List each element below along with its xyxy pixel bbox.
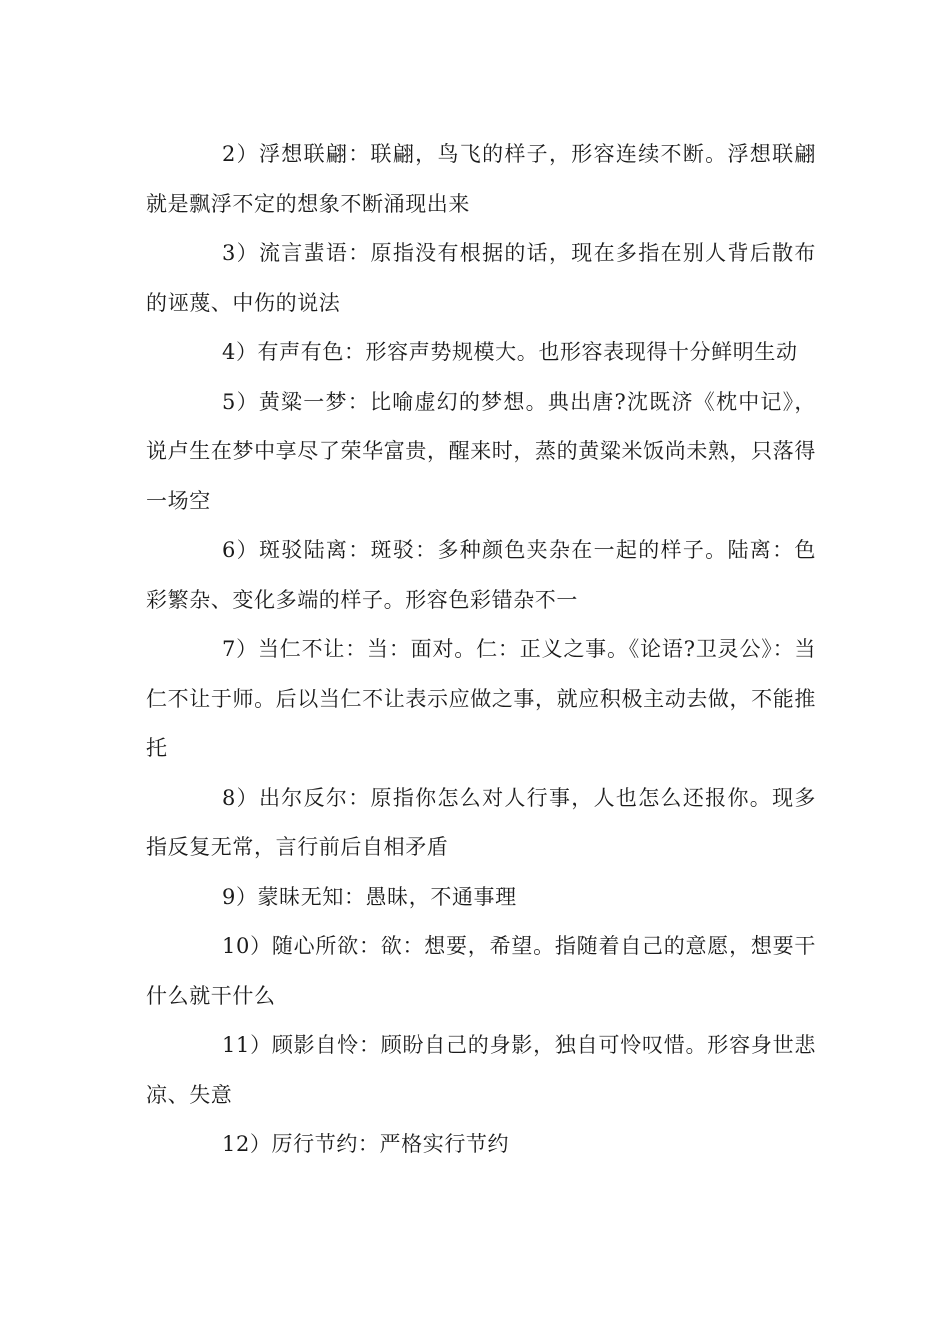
idiom-list xyxy=(146,130,816,1170)
idiom-entry-5: 5）黄粱一梦：比喻虚幻的梦想。典出唐?沈既济《枕中记》，说卢生在梦中享尽了荣华富贵，醒来时，蒸的黄粱米饭尚未熟，只落得一场空 xyxy=(146,389,816,513)
idiom-entry-8: 8）出尔反尔：原指你怎么对人行事，人也怎么还报你。现多指反复无常，言行前后自相矛盾 xyxy=(146,785,816,859)
idiom-entry-12: 12）厉行节约：严格实行节约 xyxy=(222,1132,510,1156)
idiom-entry-11: 11）顾影自怜：顾盼自己的身影，独自可怜叹惜。形容身世悲凉、失意 xyxy=(146,1033,816,1107)
idiom-entry-3: 3）流言蜚语：原指没有根据的话，现在多指在别人背后散布的诬蔑、中伤的说法 xyxy=(146,241,816,315)
idiom-entry-6: 6）斑驳陆离：斑驳：多种颜色夹杂在一起的样子。陆离：色彩繁杂、变化多端的样子。形容色彩错杂不一 xyxy=(146,538,816,612)
idiom-entry-2: 2）浮想联翩：联翩，鸟飞的样子，形容连续不断。浮想联翩就是飘浮不定的想象不断涌现出来 xyxy=(146,142,816,216)
idiom-entry-4: 4）有声有色：形容声势规模大。也形容表现得十分鲜明生动 xyxy=(222,340,798,364)
idiom-entry-10: 10）随心所欲：欲：想要，希望。指随着自己的意愿，想要干什么就干什么 xyxy=(146,934,816,1008)
idiom-entry-7: 7）当仁不让：当：面对。仁：正义之事。《论语?卫灵公》：当仁不让于师。后以当仁不让表示应做之事，就应积极主动去做，不能推托 xyxy=(146,637,816,760)
idiom-entry-9: 9）蒙昧无知：愚昧，不通事理 xyxy=(222,884,517,909)
